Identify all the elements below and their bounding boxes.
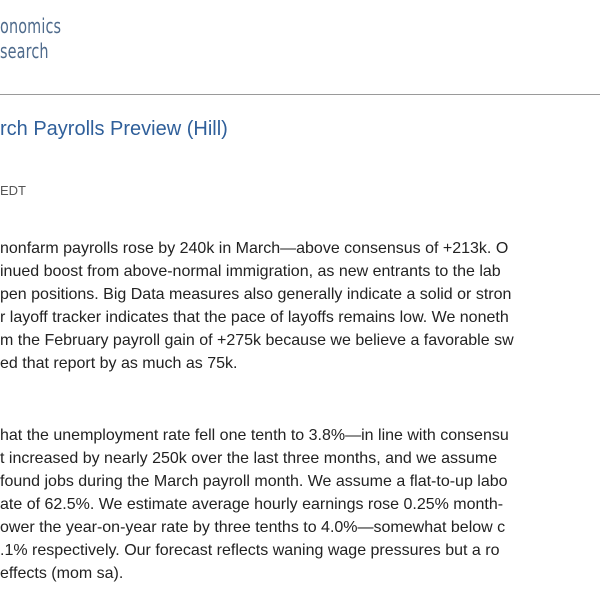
paragraph-line: found jobs during the March payroll month. We assume a flat-to-up labo <box>0 473 508 490</box>
header-divider <box>0 94 600 95</box>
article-title: rch Payrolls Preview (Hill) <box>0 118 228 140</box>
article-timestamp: EDT <box>0 183 26 198</box>
paragraph-line: r layoff tracker indicates that the pace of layoffs remains low. We noneth <box>0 309 509 326</box>
logo-line: search <box>0 39 49 63</box>
paragraph-line: hat the unemployment rate fell one tenth to 3.8%—in line with consensu <box>0 427 509 444</box>
paragraph-line: .1% respectively. Our forecast reflects waning wage pressures but a ro <box>0 542 500 559</box>
logo-line: onomics <box>0 14 62 38</box>
article-paragraph-2 <box>0 424 509 585</box>
paragraph-line: t increased by nearly 250k over the last three months, and we assume <box>0 450 498 467</box>
paragraph-line: pen positions. Big Data measures also generally indicate a solid or stron <box>0 286 512 303</box>
paragraph-line: ate of 62.5%. We estimate average hourly earnings rose 0.25% month- <box>0 496 504 513</box>
paragraph-line: ower the year-on-year rate by three tenths to 4.0%—somewhat below c <box>0 519 506 536</box>
paragraph-line: nonfarm payrolls rose by 240k in March—above consensus of +213k. O <box>0 240 509 257</box>
company-logo <box>0 14 61 64</box>
article-paragraph-1 <box>0 237 514 375</box>
paragraph-line: ed that report by as much as 75k. <box>0 355 238 372</box>
paragraph-line: effects (mom sa). <box>0 565 124 582</box>
paragraph-line: inued boost from above-normal immigration, as new entrants to the lab <box>0 263 501 280</box>
paragraph-line: m the February payroll gain of +275k because we believe a favorable sw <box>0 332 514 349</box>
